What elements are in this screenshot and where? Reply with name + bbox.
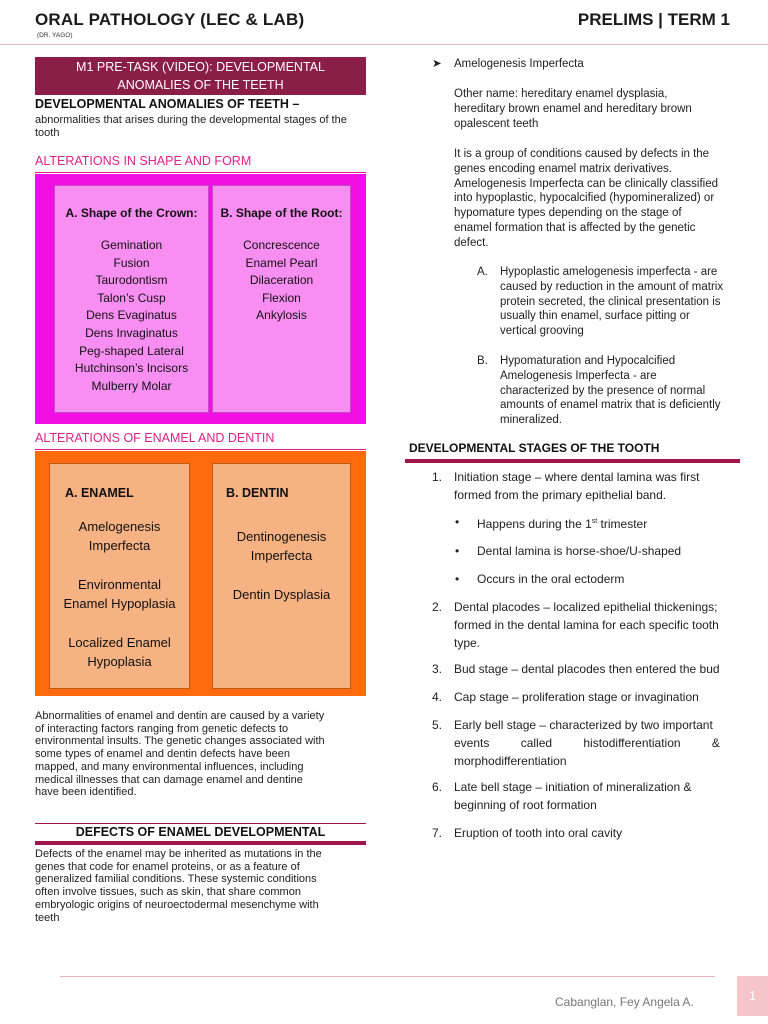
superscript: st: [591, 518, 598, 525]
text-line: mineralized.: [500, 414, 562, 427]
item-line: Amelogenesis: [78, 519, 161, 534]
text-line: events called histodifferentiation &: [454, 736, 720, 750]
stage-1-text: [454, 468, 740, 504]
text-line: protein secreted, the clinical presentation is: [500, 295, 721, 308]
arrow-bullet-icon: ➤: [432, 58, 442, 70]
document-title: ORAL PATHOLOGY (LEC & LAB): [35, 10, 305, 29]
text-line: teeth: [35, 911, 60, 924]
dentin-column: [212, 463, 351, 689]
text-line: genes encoding enamel matrix derivatives.: [454, 162, 672, 175]
dentin-title: B. DENTIN: [226, 486, 289, 500]
text-line: Initiation stage – where dental lamina was first: [454, 470, 700, 484]
bullet-1-text: [477, 513, 647, 533]
text-line: characterized by the presence of normal: [500, 384, 706, 397]
item-line: Dentin Dysplasia: [232, 587, 331, 602]
step-number: 7.: [432, 826, 443, 840]
text-line: hypomature types depending on the stage of: [454, 207, 682, 220]
item-line: Environmental: [77, 577, 162, 592]
text-line: Amelogenesis Imperfecta - are: [500, 369, 657, 382]
text-line: Hypoplastic amelogenesis imperfecta - are: [500, 266, 718, 278]
crown-list: [55, 237, 208, 395]
list-item: Hutchinson’s Incisors: [74, 361, 189, 376]
crown-title: A. Shape of the Crown:: [65, 206, 198, 220]
document-subtitle: (DR. YAGO): [37, 32, 73, 39]
bullet-3-text: Occurs in the oral ectoderm: [477, 572, 625, 586]
text-line: generalized familial conditions. These systemic conditions: [35, 873, 317, 886]
list-item: Enamel Pearl: [245, 255, 318, 270]
step-number: 1.: [432, 470, 443, 484]
item-line: Dentinogenesis: [236, 529, 327, 544]
page-number: 1: [737, 976, 768, 1016]
crown-column: [54, 185, 209, 413]
enamel-dentin-heading: ALTERATIONS OF ENAMEL AND DENTIN: [35, 431, 275, 445]
text-line: enamel formation that is affected by the genetic: [454, 221, 696, 234]
term-label: PRELIMS | TERM 1: [577, 10, 730, 29]
list-item: Dens Evaginatus: [86, 308, 177, 323]
bullet-dot-icon: •: [455, 572, 460, 586]
text-line: Hypomaturation and Hypocalcified: [500, 355, 676, 367]
text-line: often involve tissues, such as skin, that share common: [35, 886, 301, 899]
header-divider: [0, 44, 768, 45]
list-item: Dilaceration: [249, 273, 314, 288]
text-line: Defects of the enamel may be inherited as mutations in the: [35, 848, 322, 860]
stage-7-text: Eruption of tooth into oral cavity: [454, 826, 623, 840]
text-line: Amelogenesis Imperfecta can be clinically classified: [454, 177, 718, 190]
text-line: caused by reduction in the amount of matrix: [500, 280, 724, 293]
text-line: Other name: hereditary enamel dysplasia,: [454, 88, 668, 100]
text-line: Dental placodes – localized epithelial thickenings;: [454, 600, 718, 614]
shape-form-box: [35, 174, 366, 424]
text-line: defect.: [454, 236, 489, 249]
enamel-item: [50, 633, 189, 671]
enamel-dentin-box: [35, 451, 366, 696]
step-number: 5.: [432, 718, 443, 732]
sub-b-text: [500, 354, 738, 428]
text-line: Abnormalities of enamel and dentin are caused by a variety: [35, 710, 325, 722]
stages-heading: DEVELOPMENTAL STAGES OF THE TOOTH: [405, 438, 740, 463]
ai-other-name: [454, 87, 738, 131]
list-item: Peg-shaped Lateral: [79, 343, 184, 358]
text-line: embryologic origins of neuroectodermal mesenchyme with: [35, 898, 319, 911]
defects-heading: DEFECTS OF ENAMEL DEVELOPMENTAL: [35, 823, 366, 845]
bullet-2-text: Dental lamina is horse-shoe/U-shaped: [477, 544, 682, 558]
step-number: 4.: [432, 690, 443, 704]
enamel-item: [50, 575, 189, 613]
footer-divider: [60, 976, 715, 977]
list-item: Concrescence: [243, 238, 320, 252]
text-line: formed from the primary epithelial band.: [454, 488, 667, 502]
text-line: into hypoplastic, hypocalcified (hypomineralized) or: [454, 192, 715, 205]
list-item: Flexion: [262, 290, 301, 305]
text-line: environmental insults. The genetic changes associated with: [35, 735, 325, 748]
root-title: B. Shape of the Root:: [220, 206, 343, 220]
text-line: have been identified.: [35, 786, 137, 799]
text-line: vertical grooving: [500, 325, 584, 338]
text-line: some types of enamel and dentin defects have been: [35, 748, 291, 761]
ai-description: [454, 147, 738, 251]
banner-line-1: M1 PRE-TASK (VIDEO): DEVELOPMENTAL: [76, 60, 325, 74]
list-item: Taurodontism: [95, 273, 168, 288]
list-item: Talon’s Cusp: [97, 290, 166, 305]
sub-b-marker: B.: [477, 355, 488, 367]
enamel-dentin-rule: [35, 449, 366, 450]
step-number: 2.: [432, 600, 443, 614]
item-line: Hypoplasia: [87, 654, 152, 669]
stage-5-text: [454, 716, 740, 770]
text-part: trimester: [597, 517, 648, 531]
item-line: Localized Enamel: [68, 635, 171, 650]
text-line: Early bell stage – characterized by two important: [454, 718, 713, 732]
text-line: genes that code for enamel proteins, or as a feature of: [35, 860, 300, 873]
root-list: [213, 237, 350, 325]
enamel-column: [49, 463, 190, 689]
text-line: usually thin enamel, surface pitting or: [500, 310, 690, 323]
stage-3-text: Bud stage – dental placodes then entered the bud: [454, 662, 720, 676]
text-part: Happens during the 1: [477, 517, 592, 531]
text-line: formed in the dental lamina for each specific tooth: [454, 618, 719, 632]
dentin-item: [213, 585, 350, 604]
list-item: Dens Invaginatus: [85, 325, 178, 340]
text-line: morphodifferentiation: [454, 754, 567, 768]
shape-form-rule: [35, 172, 366, 173]
list-item: Ankylosis: [256, 308, 307, 323]
text-line: medical illnesses that can damage enamel and dentine: [35, 773, 303, 786]
item-line: Enamel Hypoplasia: [63, 596, 176, 611]
abnormalities-paragraph: [35, 710, 366, 799]
enamel-title: A. ENAMEL: [65, 486, 134, 500]
step-number: 3.: [432, 662, 443, 676]
dentin-item: [213, 527, 350, 565]
list-item: Mulberry Molar: [91, 378, 172, 393]
sub-a-text: [500, 265, 738, 339]
item-line: Imperfecta: [88, 538, 151, 553]
module-banner: [35, 57, 366, 95]
author-name: Cabanglan, Fey Angela A.: [555, 995, 694, 1009]
text-line: Late bell stage – initiation of mineralization &: [454, 780, 692, 794]
item-line: Imperfecta: [250, 548, 313, 563]
text-line: hereditary brown enamel and hereditary brown: [454, 102, 692, 115]
banner-line-2: ANOMALIES OF THE TEETH: [117, 78, 284, 92]
text-line: beginning of root formation: [454, 798, 597, 812]
list-item: Gemination: [100, 238, 163, 252]
text-line: of interacting factors ranging from genetic defects to: [35, 722, 289, 735]
text-line: amounts of enamel matrix that is deficiently: [500, 399, 721, 412]
bullet-dot-icon: •: [455, 515, 460, 529]
list-item: Fusion: [113, 255, 150, 270]
root-column: [212, 185, 351, 413]
shape-form-heading: ALTERATIONS IN SHAPE AND FORM: [35, 154, 252, 168]
ai-heading: Amelogenesis Imperfecta: [454, 58, 584, 70]
enamel-item: [50, 517, 189, 555]
text-line: It is a group of conditions caused by defects in the: [454, 148, 710, 160]
sub-a-marker: A.: [477, 266, 488, 278]
intro-title: DEVELOPMENTAL ANOMALIES OF TEETH –: [35, 97, 300, 111]
stage-4-text: Cap stage – proliferation stage or invagination: [454, 690, 699, 704]
text-line: type.: [454, 636, 481, 650]
defects-paragraph: [35, 848, 366, 924]
stage-2-text: [454, 598, 740, 652]
text-line: opalescent teeth: [454, 117, 539, 130]
step-number: 6.: [432, 780, 443, 794]
intro-description: abnormalities that arises during the developmental stages of the tooth: [35, 114, 347, 139]
bullet-dot-icon: •: [455, 544, 460, 558]
text-line: mapped, and many environmental influences, including: [35, 760, 304, 773]
stage-6-text: [454, 778, 740, 814]
